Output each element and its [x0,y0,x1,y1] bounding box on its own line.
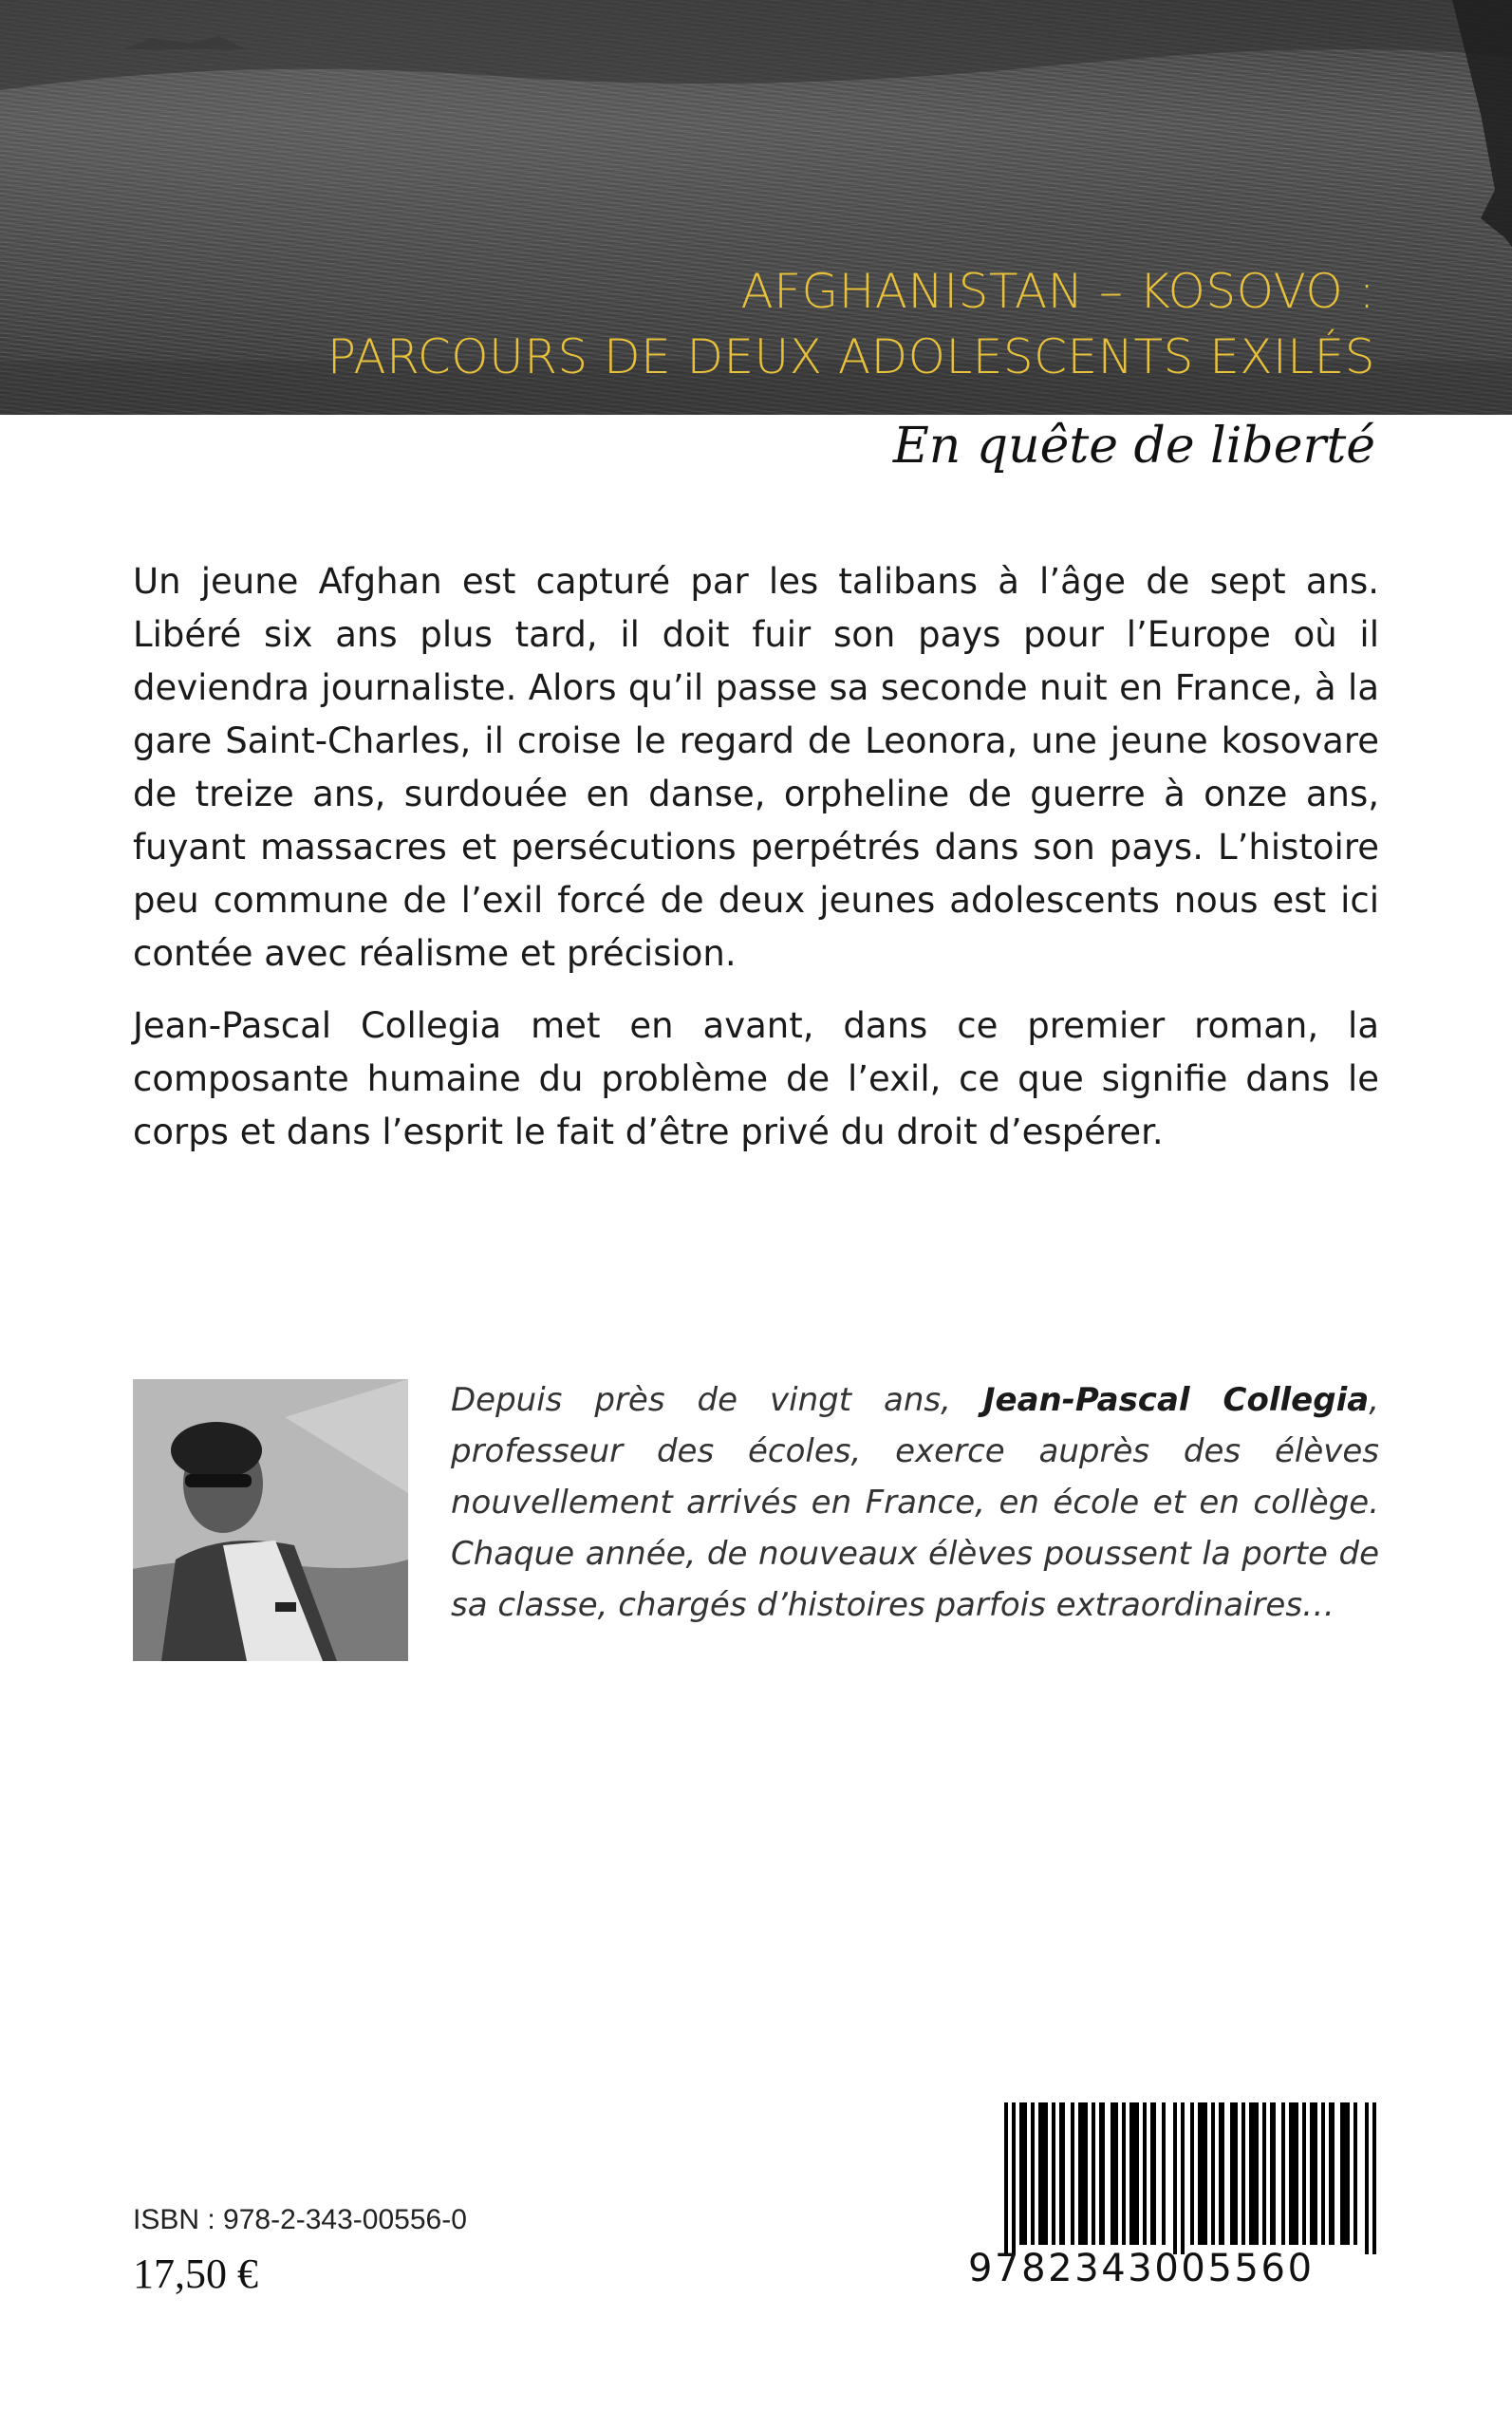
author-bio-rest: , professeur des écoles, exerce auprès des élèves nouvellement arrivés en France, en école et en collège. Chaque année, de nouveaux élèves poussent la porte de sa classe, chargés d’histoires parfois extraordinaires… [451,1381,1379,1624]
barcode-bars [1004,2102,1382,2254]
isbn: ISBN : 978-2-343-00556-0 [133,2204,467,2235]
back-cover-blurb [133,555,1379,1178]
blurb-paragraph-2: Jean-Pascal Collegia met en avant, dans ce premier roman, la composante humaine du problème de l’exil, ce que signifie dans le corps et dans l’esprit le fait d’être privé du droit d’espérer. [133,1005,1379,1152]
author-portrait-graphic [133,1379,408,1661]
title-line-1: AFGHANISTAN – KOSOVO : [740,264,1375,319]
blurb-paragraph-1: Un jeune Afghan est capturé par les talibans à l’âge de sept ans. Libéré six ans plus tard, il doit fuir son pays pour l’Europe où il deviendra journaliste. Alors qu’il passe sa seconde nuit en France, à la gare Saint-Charles, il croise le regard de Leonora, une jeune kosovare de treize ans, surdouée en danse, orpheline de guerre à onze ans, fuyant massacres et persécutions perpétrés dans son pays. L’histoire peu commune de l’exil forcé de deux jeunes adolescents nous est ici contée avec réalisme et précision. [133,561,1379,974]
author-name: Jean-Pascal Collegia [982,1381,1370,1419]
barcode [968,2102,1386,2292]
author-bio-intro: Depuis près de vingt ans, [451,1381,983,1419]
subtitle: En quête de liberté [892,418,1375,475]
cover-header-photo [0,0,1512,415]
author-bio [451,1374,1379,1631]
title-line-2: PARCOURS DE DEUX ADOLESCENTS EXILÉS [327,329,1375,384]
barcode-digits: 9782343005560 [968,2247,1315,2290]
author-photo [133,1379,408,1661]
price: 17,50 € [133,2251,258,2297]
